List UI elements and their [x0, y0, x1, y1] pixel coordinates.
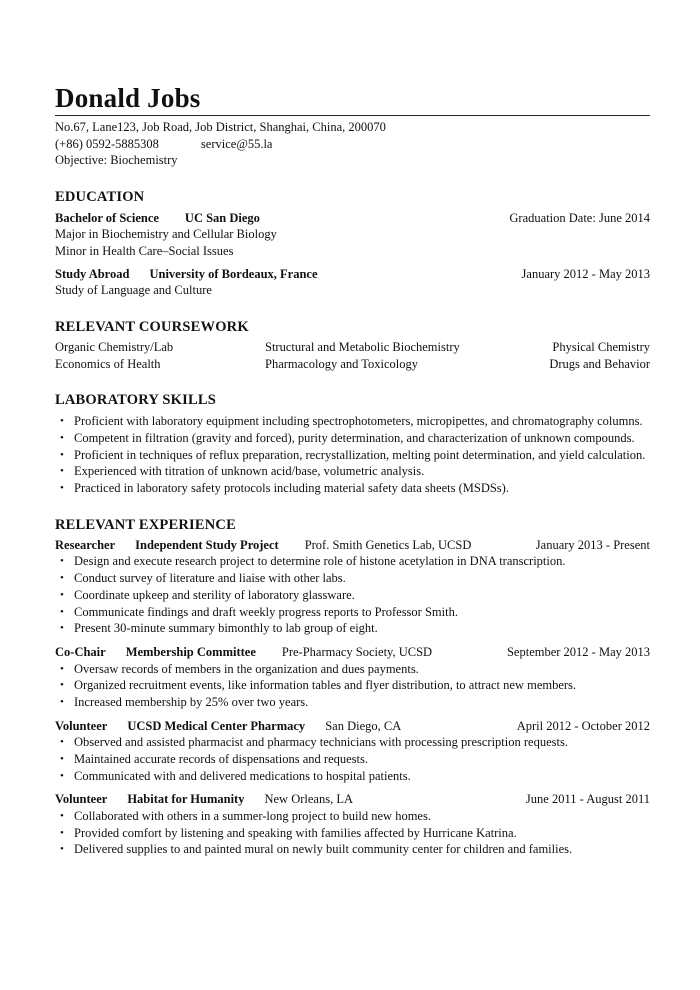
list-item: • Experienced with titration of unknown acid/base, volumetric analysis.	[60, 464, 425, 479]
bullet-icon: •	[60, 826, 64, 839]
phone: (+86) 0592-5885308	[55, 136, 159, 151]
course: Structural and Metabolic Biochemistry	[265, 339, 460, 354]
school: UC San Diego	[184, 210, 260, 225]
list-item: • Communicate findings and draft weekly progress reports to Professor Smith.	[60, 604, 458, 619]
job-date: September 2012 - May 2013	[506, 644, 650, 659]
address: No.67, Lane123, Job Road, Job District, Shanghai, China, 200070	[55, 120, 386, 134]
lab-skills-section	[55, 391, 650, 496]
resume-page	[55, 0, 650, 858]
experience-section	[55, 516, 650, 858]
job-project: Membership Committee	[125, 644, 256, 659]
list-item: • Coordinate upkeep and sterility of laboratory glassware.	[60, 587, 355, 602]
job-entry	[55, 718, 650, 785]
lab-skills-list	[55, 413, 650, 496]
bullet-icon: •	[60, 810, 64, 823]
course: Drugs and Behavior	[549, 356, 650, 371]
bullet-icon: •	[60, 736, 64, 749]
list-item: • Present 30-minute summary bimonthly to lab group of eight.	[60, 621, 378, 636]
education-detail: Study of Language and Culture	[55, 283, 212, 298]
bullet-icon: •	[60, 588, 64, 601]
course-row	[55, 356, 650, 373]
course-row	[55, 339, 650, 356]
job-org: Prof. Smith Genetics Lab, UCSD	[304, 537, 472, 552]
list-item: • Competent in filtration (gravity and forced), purity determination, and characterization of unknown compounds.	[60, 431, 635, 445]
course: Organic Chemistry/Lab	[55, 339, 174, 354]
list-item: • Maintained accurate records of dispensations and requests.	[60, 752, 368, 766]
job-role: Volunteer	[55, 792, 108, 807]
list-item: • Practiced in laboratory safety protocols including material safety data sheets (MSDSs).	[60, 481, 509, 496]
list-item: • Organized recruitment events, like information tables and flyer distribution, to attract new members.	[60, 678, 577, 693]
list-item: • Provided comfort by listening and speaking with families affected by Hurricane Katrina.	[60, 825, 517, 840]
job-role: Co-Chair	[55, 644, 106, 659]
header-rule	[55, 115, 650, 116]
list-item: • Communicated with and delivered medications to hospital patients.	[60, 768, 411, 783]
coursework-section	[55, 318, 650, 372]
objective: Objective: Biochemistry	[55, 153, 178, 167]
candidate-name: Donald Jobs	[55, 83, 201, 113]
job-org: New Orleans, LA	[264, 792, 353, 807]
bullet-icon: •	[60, 843, 64, 856]
list-item: • Design and execute research project to determine role of histone acetylation in DNA transcription.	[60, 554, 566, 569]
bullet-icon: •	[60, 572, 64, 585]
bullet-icon: •	[60, 679, 64, 692]
phone-email-row	[55, 136, 650, 153]
education-section	[55, 188, 650, 299]
contact-block	[55, 119, 650, 169]
job-role: Volunteer	[55, 718, 108, 733]
education-date: January 2012 - May 2013	[521, 266, 650, 281]
job-date: January 2013 - Present	[535, 537, 650, 552]
email: service@55.la	[200, 136, 273, 151]
list-item: • Oversaw records of members in the organization and dues payments.	[60, 661, 419, 676]
list-item: • Proficient in techniques of reflux preparation, recrystallization, melting point determination, and yield calculation.	[60, 447, 646, 462]
section-title-education: EDUCATION	[55, 188, 145, 205]
bullet-icon: •	[60, 448, 64, 461]
degree: Bachelor of Science	[55, 210, 159, 225]
education-entry	[55, 210, 650, 260]
bullet-icon: •	[60, 415, 64, 428]
section-title-coursework: RELEVANT COURSEWORK	[55, 318, 249, 335]
education-detail: Minor in Health Care–Social Issues	[55, 243, 234, 258]
education-detail: Major in Biochemistry and Cellular Biology	[55, 227, 277, 242]
degree: Study Abroad	[55, 266, 130, 281]
bullet-icon: •	[60, 753, 64, 765]
course: Economics of Health	[55, 356, 161, 371]
list-item: • Proficient with laboratory equipment including spectrophotometers, micropipettes, and chromatography columns.	[60, 414, 643, 429]
list-item: • Conduct survey of literature and liaise with other labs.	[60, 571, 346, 586]
bullet-icon: •	[60, 662, 64, 675]
job-org: Pre-Pharmacy Society, UCSD	[281, 644, 433, 659]
education-entry	[55, 266, 650, 299]
bullet-icon: •	[60, 465, 64, 478]
list-item: • Collaborated with others in a summer-long project to build new homes.	[60, 809, 431, 824]
section-title-experience: RELEVANT EXPERIENCE	[55, 516, 236, 533]
course: Physical Chemistry	[552, 339, 650, 354]
bullet-icon: •	[60, 482, 64, 495]
education-date: Graduation Date: June 2014	[509, 210, 650, 225]
job-project: UCSD Medical Center Pharmacy	[127, 718, 306, 733]
bullet-icon: •	[60, 695, 64, 708]
bullet-icon: •	[60, 769, 64, 782]
bullet-icon: •	[60, 555, 64, 568]
bullet-icon: •	[60, 605, 64, 618]
job-date: April 2012 - October 2012	[516, 718, 650, 733]
job-role: Researcher	[55, 537, 116, 552]
bullet-icon: •	[60, 622, 64, 635]
school: University of Bordeaux, France	[149, 266, 318, 281]
job-entry	[55, 537, 650, 637]
course: Pharmacology and Toxicology	[265, 356, 419, 371]
list-item: • Delivered supplies to and painted mural on newly built community center for children and families.	[60, 842, 573, 857]
list-item: • Observed and assisted pharmacist and pharmacy technicians with processing prescription requests.	[60, 735, 568, 750]
job-entry	[55, 791, 650, 858]
job-date: June 2011 - August 2011	[525, 792, 650, 807]
section-title-lab-skills: LABORATORY SKILLS	[55, 392, 216, 409]
bullet-icon: •	[60, 432, 64, 444]
job-org: San Diego, CA	[325, 718, 402, 733]
job-entry	[55, 644, 650, 711]
list-item: • Increased membership by 25% over two years.	[60, 694, 309, 709]
job-project: Independent Study Project	[135, 537, 279, 552]
job-project: Habitat for Humanity	[127, 792, 245, 807]
